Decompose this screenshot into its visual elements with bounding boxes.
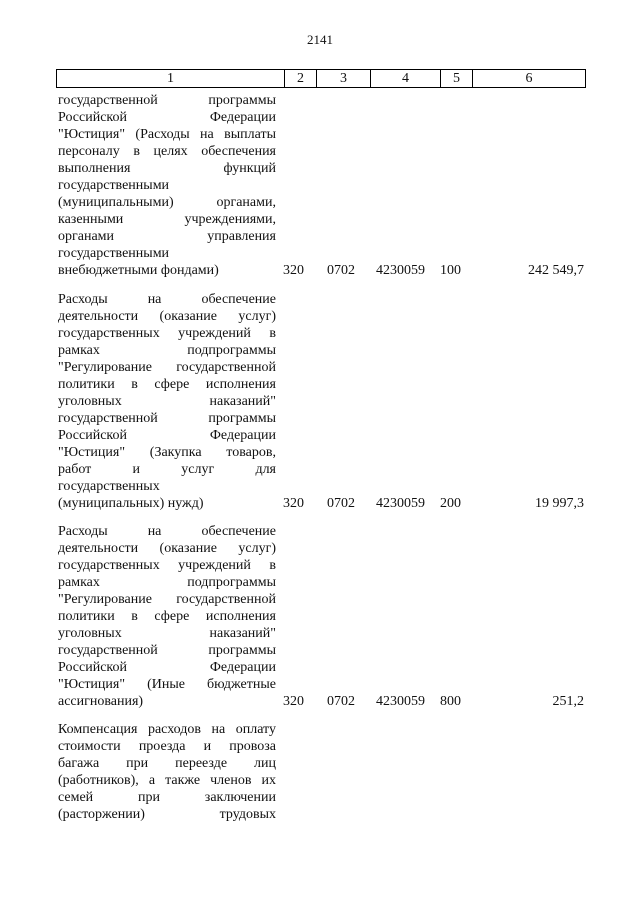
column-header-3: 3 (317, 70, 371, 88)
expense-type-code: 100 (440, 263, 461, 278)
description-line: уголовных наказаний" (58, 626, 276, 641)
row-description (58, 92, 276, 279)
amount-value: 251,2 (552, 694, 584, 709)
description-line: Российской Федерации (58, 110, 276, 125)
description-line: Расходы на обеспечение (58, 292, 276, 307)
description-line: Российской Федерации (58, 660, 276, 675)
description-line: политики в сфере исполнения (58, 377, 276, 392)
target-article-code: 4230059 (376, 496, 425, 511)
expense-type-code: 200 (440, 496, 461, 511)
column-header-6: 6 (473, 70, 586, 88)
section-code: 0702 (327, 496, 355, 511)
description-line: (муниципальными) органами, (58, 195, 276, 210)
section-code: 0702 (327, 263, 355, 278)
description-line: внебюджетными фондами) (58, 263, 219, 278)
row-description (58, 721, 276, 823)
description-line: "Юстиция" (Расходы на выплаты (58, 127, 276, 142)
amount-value: 19 997,3 (535, 496, 584, 511)
description-line: семей при заключении (58, 790, 276, 805)
description-line: государственными (58, 246, 170, 261)
description-line: работ и услуг для (58, 462, 276, 477)
target-article-code: 4230059 (376, 263, 425, 278)
description-line: государственных учреждений в (58, 558, 276, 573)
description-line: Российской Федерации (58, 428, 276, 443)
description-line: государственными (58, 178, 170, 193)
description-line: ассигнования) (58, 694, 144, 709)
expense-type-code: 800 (440, 694, 461, 709)
description-line: выполнения функций (58, 161, 276, 176)
description-line: деятельности (оказание услуг) (58, 541, 276, 556)
description-line: "Юстиция" (Иные бюджетные (58, 677, 276, 692)
description-line: рамках подпрограммы (58, 343, 276, 358)
ministry-code: 320 (283, 263, 304, 278)
column-header-4: 4 (371, 70, 441, 88)
column-header-1: 1 (57, 70, 285, 88)
amount-value: 242 549,7 (528, 263, 584, 278)
description-line: государственной программы (58, 643, 276, 658)
description-line: (расторжении) трудовых (58, 807, 276, 822)
description-line: государственных (58, 479, 160, 494)
description-line: казенными учреждениями, (58, 212, 276, 227)
description-line: "Регулирование государственной (58, 592, 276, 607)
description-line: органами управления (58, 229, 276, 244)
target-article-code: 4230059 (376, 694, 425, 709)
description-line: уголовных наказаний" (58, 394, 276, 409)
section-code: 0702 (327, 694, 355, 709)
column-header-row (56, 69, 586, 88)
row-description (58, 291, 276, 512)
description-line: политики в сфере исполнения (58, 609, 276, 624)
ministry-code: 320 (283, 496, 304, 511)
column-header-2: 2 (285, 70, 317, 88)
ministry-code: 320 (283, 694, 304, 709)
description-line: (работников), а также членов их (58, 773, 276, 788)
description-line: (муниципальных) нужд) (58, 496, 204, 511)
description-line: государственной программы (58, 93, 276, 108)
description-line: "Юстиция" (Закупка товаров, (58, 445, 276, 460)
description-line: рамках подпрограммы (58, 575, 276, 590)
description-line: багажа при переезде лиц (58, 756, 276, 771)
column-header-5: 5 (441, 70, 473, 88)
description-line: государственных учреждений в (58, 326, 276, 341)
description-line: стоимости проезда и провоза (58, 739, 276, 754)
description-line: Расходы на обеспечение (58, 524, 276, 539)
page-number: 2141 (307, 32, 333, 47)
description-line: деятельности (оказание услуг) (58, 309, 276, 324)
description-line: Компенсация расходов на оплату (58, 722, 276, 737)
description-line: персоналу в целях обеспечения (58, 144, 276, 159)
description-line: "Регулирование государственной (58, 360, 276, 375)
description-line: государственной программы (58, 411, 276, 426)
row-description (58, 523, 276, 710)
